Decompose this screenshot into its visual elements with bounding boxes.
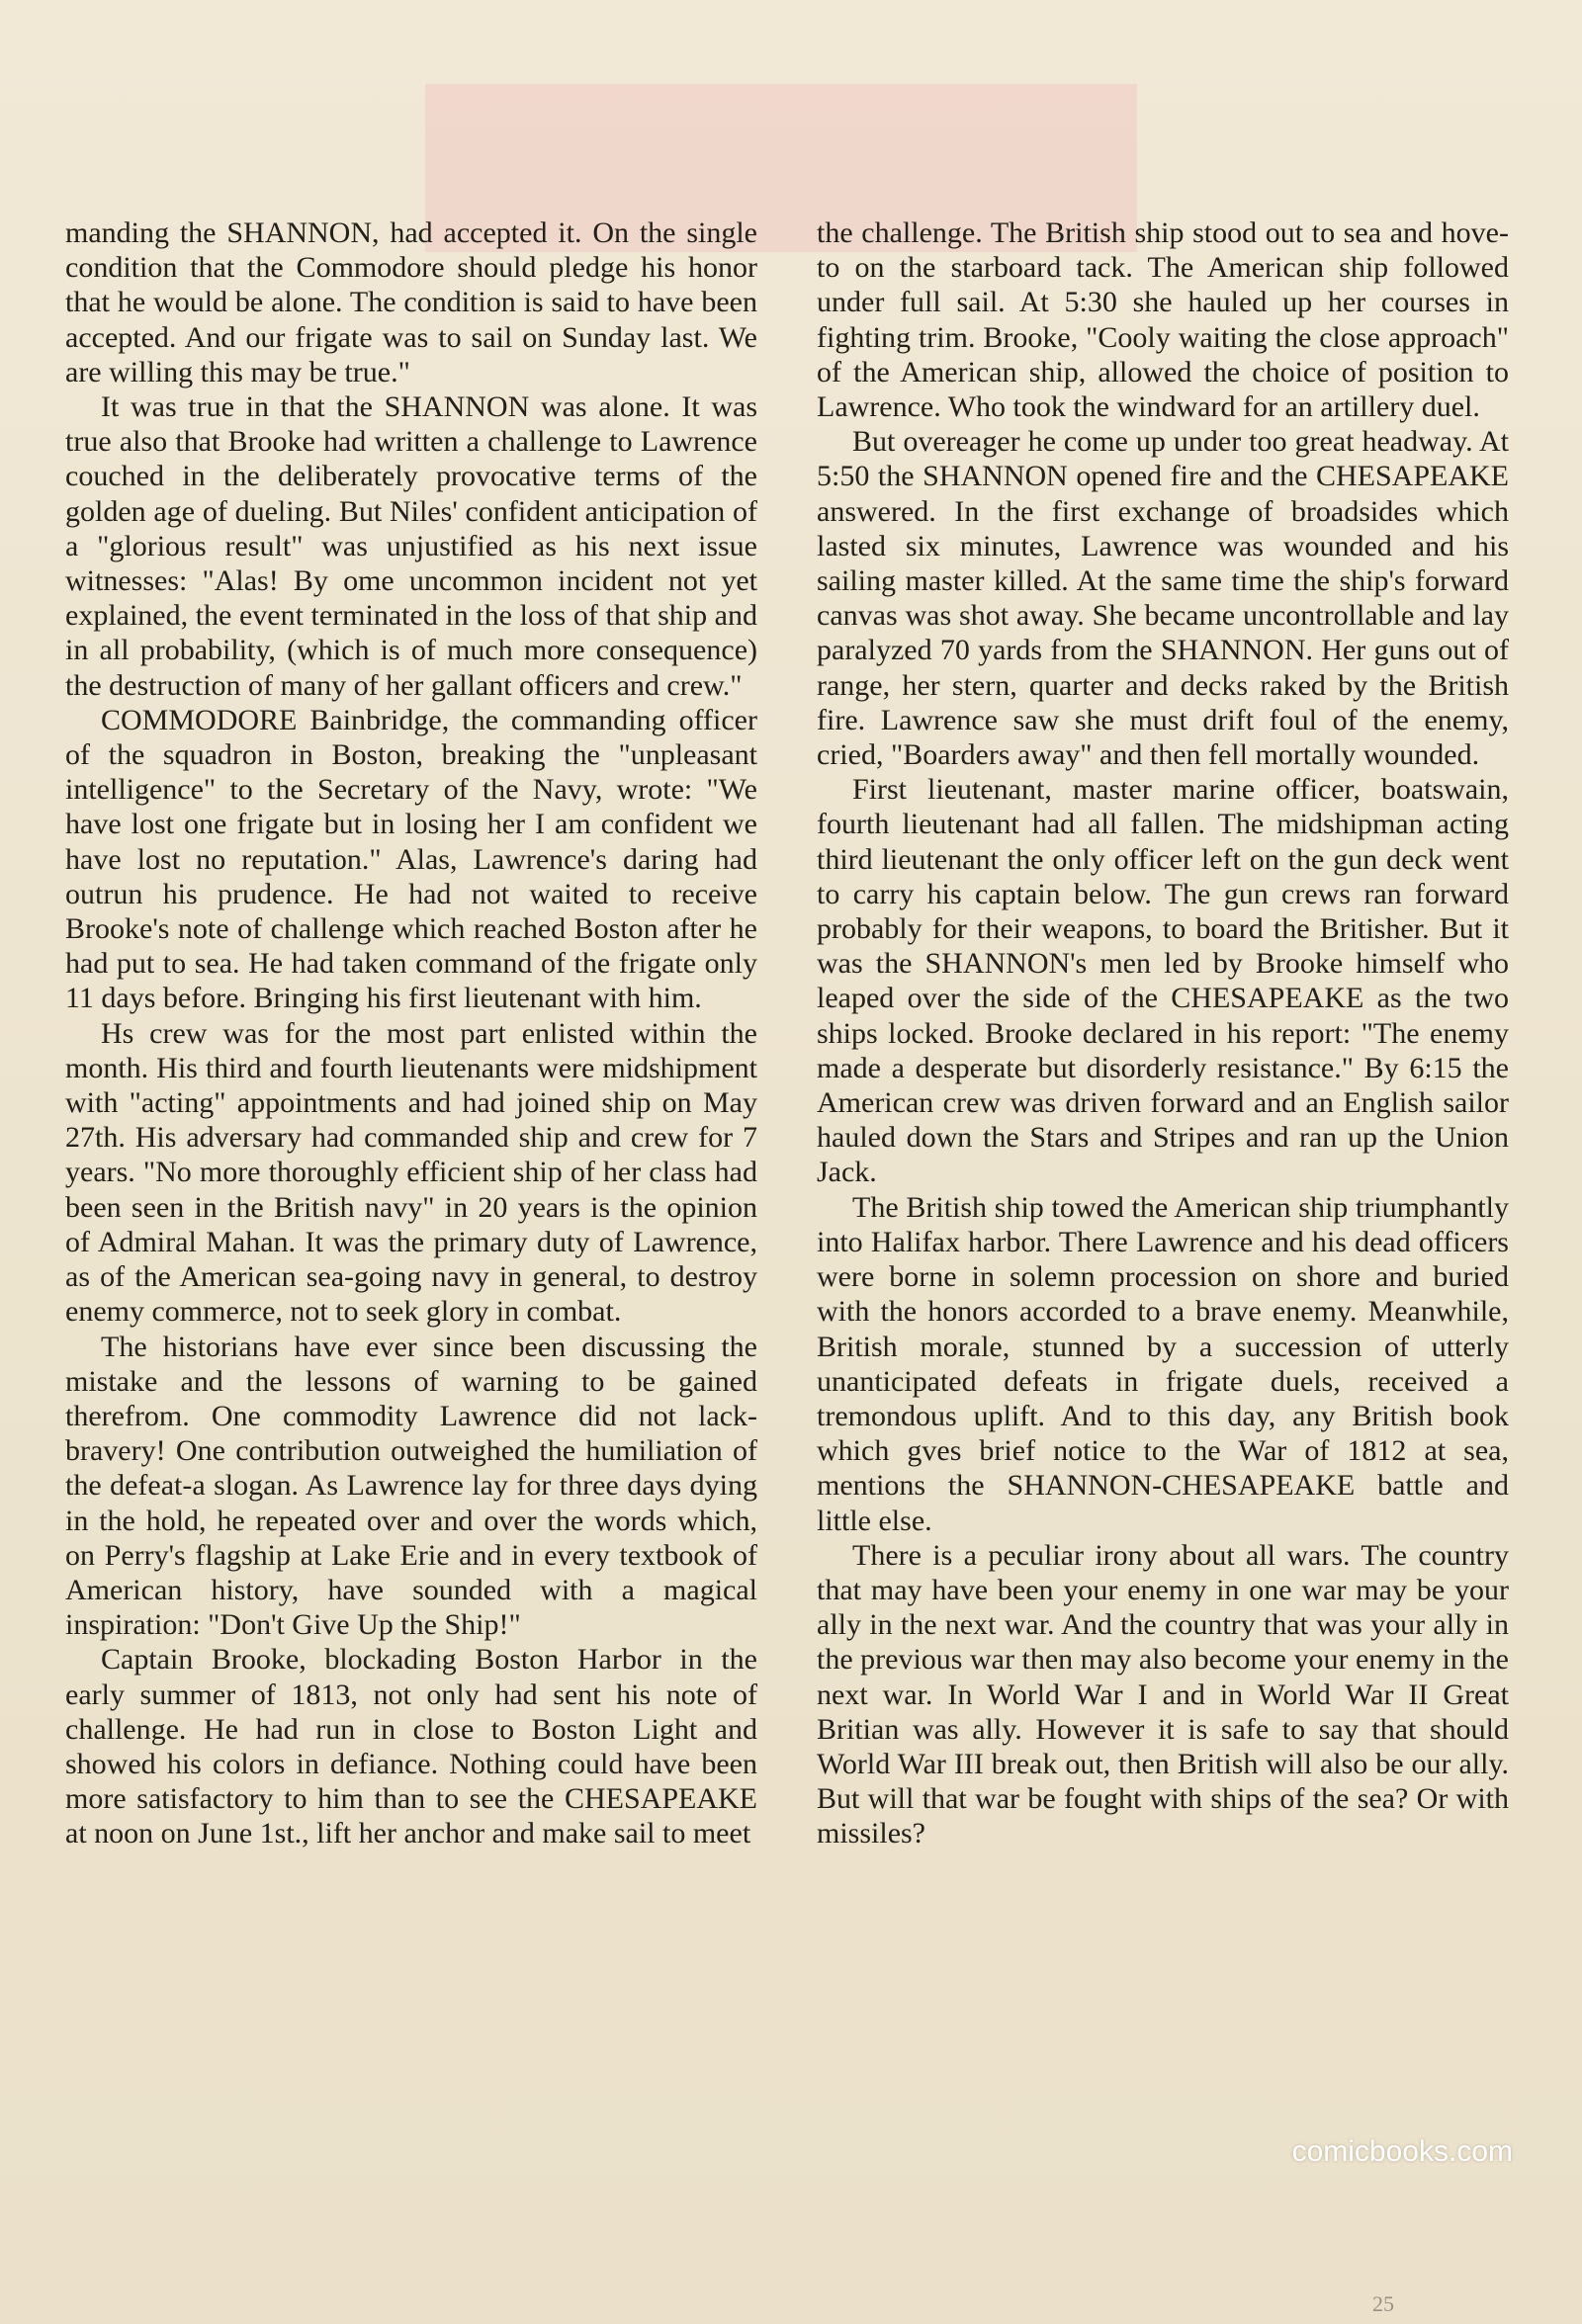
paragraph: There is a peculiar irony about all wars. The country that may have been your enemy in one war may be your ally in the next war. And the country that was your ally in the previous war then may also become your enemy in the next war. In World War I and in World War II Great Britian was ally. However it is safe to say that should World War III break out, then British will also be our ally. But will that war be fought with ships of the sea? Or with missiles? (817, 1538, 1509, 1851)
paragraph: COMMODORE Bainbridge, the commanding officer of the squadron in Boston, breaking the "unpleasant intelligence" to the Secretary of the Navy, wrote: "We have lost one frigate but in losing her I am confident we have lost no reputation." Alas, Lawrence's daring had outrun his prudence. He had not waited to receive Brooke's note of challenge which reached Boston after he had put to sea. He had taken command of the frigate only 11 days before. Bringing his first lieutenant with him. (65, 703, 757, 1015)
watermark: comicbooks.com (1291, 2135, 1513, 2168)
paragraph: Hs crew was for the most part enlisted within the month. His third and fourth lieutenants were midshipment with "acting" appointments and had joined ship on May 27th. His adversary had commanded ship and crew for 7 years. "No more thoroughly efficient ship of her class had been seen in the British navy" in 20 years is the opinion of Admiral Mahan. It was the primary duty of Lawrence, as of the American sea-going navy in general, to destroy enemy commerce, not to seek glory in combat. (65, 1016, 757, 1329)
paragraph: Captain Brooke, blockading Boston Harbor in the early summer of 1813, not only had sent his note of challenge. He had run in close to Boston Light and showed his colors in defiance. Nothing could have been more satisfactory to him than to see the CHESAPEAKE at noon on June 1st., lift her anchor and make sail to meet (65, 1643, 757, 1851)
paragraph: manding the SHANNON, had accepted it. On the single condition that the Commodore should pledge his honor that he would be alone. The condition is said to have been accepted. And our frigate was to sail on Sunday last. We are willing this may be true." (65, 216, 757, 388)
page-number: 25 (1372, 2291, 1394, 2316)
paragraph: First lieutenant, master marine officer, boatswain, fourth lieutenant had all fallen. The midshipman acting third lieutenant the only officer left on the gun deck went to carry his captain below. The gun crews ran forward probably for their weapons, to board the Britisher. But it was the SHANNON's men led by Brooke himself who leaped over the side of the CHESAPEAKE as the two ships locked. Brooke declared in his report: "The enemy made a desperate but disorderly resistance." By 6:15 the American crew was driven forward and an English sailor hauled down the Stars and Stripes and ran up the Union Jack. (817, 773, 1509, 1189)
right-column (817, 215, 1509, 1851)
paragraph: The British ship towed the American ship triumphantly into Halifax harbor. There Lawrence and his dead officers were borne in solemn procession on shore and buried with the honors accorded to a brave enemy. Meanwhile, British morale, stunned by a succession of utterly unanticipated defeats in frigate duels, received a tremondous uplift. And to this day, any British book which gves brief notice to the War of 1812 at sea, mentions the SHANNON-CHESAPEAKE battle and little else. (817, 1190, 1509, 1537)
paragraph: It was true in that the SHANNON was alone. It was true also that Brooke had written a challenge to Lawrence couched in the deliberately provocative terms of the golden age of dueling. But Niles' confident anticipation of a "glorious result" was unjustified as his next issue witnesses: "Alas! By ome uncommon incident not yet explained, the event terminated in the loss of that ship and in all probability, (which is of much more consequence) the destruction of many of her gallant officers and crew." (65, 390, 757, 702)
paragraph: The historians have ever since been discussing the mistake and the lessons of warning to be gained therefrom. One commodity Lawrence did not lack-bravery! One contribution outweighed the humiliation of the defeat-a slogan. As Lawrence lay for three days dying in the hold, he repeated over and over the words which, on Perry's flagship at Lake Erie and in every textbook of American history, have sounded with a magical inspiration: "Don't Give Up the Ship!" (65, 1330, 757, 1642)
paragraph: But overeager he come up under too great headway. At 5:50 the SHANNON opened fire and the CHESAPEAKE answered. In the first exchange of broadsides which lasted six minutes, Lawrence was wounded and his sailing master killed. At the same time the ship's forward canvas was shot away. She became uncontrollable and lay paralyzed 70 yards from the SHANNON. Her guns out of range, her stern, quarter and decks raked by the British fire. Lawrence saw she must drift foul of the enemy, cried, "Boarders away" and then fell mortally wounded. (817, 425, 1509, 772)
left-column (65, 215, 757, 1851)
paragraph: the challenge. The British ship stood out to sea and hove-to on the starboard tack. The American ship followed under full sail. At 5:30 she hauled up her courses in fighting trim. Brooke, "Cooly waiting the close approach" of the American ship, allowed the choice of position to Lawrence. Who took the windward for an artillery duel. (817, 216, 1509, 424)
